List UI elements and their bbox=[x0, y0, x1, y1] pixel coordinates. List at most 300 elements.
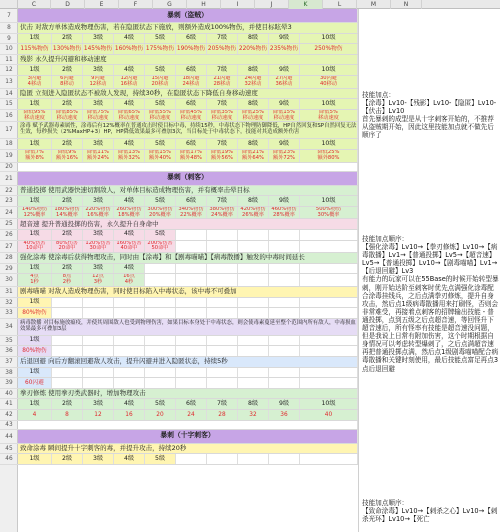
level-cell[interactable]: 5级 bbox=[145, 196, 176, 206]
level-cell[interactable]: 8级 bbox=[238, 196, 269, 206]
empty-cell[interactable] bbox=[52, 368, 83, 378]
value-cell[interactable]: 16 bbox=[114, 410, 145, 420]
value-cell[interactable]: 80%物伤 bbox=[18, 346, 52, 356]
level-cell[interactable]: 4级 bbox=[114, 230, 145, 240]
row-number[interactable]: 23 bbox=[0, 196, 18, 207]
value-cell[interactable]: 180%物伤 14%概率 bbox=[52, 207, 83, 219]
empty-cell[interactable] bbox=[300, 454, 358, 464]
value-cell[interactable]: 降低9% 额外16% bbox=[52, 150, 83, 162]
level-cell[interactable]: 3级 bbox=[83, 139, 114, 149]
level-cell[interactable]: 4级 bbox=[114, 34, 145, 44]
column-header-g[interactable]: G bbox=[153, 0, 187, 9]
skill-description[interactable]: 隐匿 立刻进入隐匿状态不被敌人发现，持续30秒，在隐匿状态下降低自身移动速度 bbox=[18, 89, 358, 99]
value-cell[interactable]: 500%物伤 30%概率 bbox=[300, 207, 358, 219]
row-number[interactable]: 46 bbox=[0, 454, 18, 465]
row-number[interactable]: 35 bbox=[0, 336, 18, 347]
value-cell[interactable]: 降低23% 额外72% bbox=[269, 150, 300, 162]
level-cell[interactable]: 1级 bbox=[18, 454, 52, 464]
level-cell[interactable]: 3级 bbox=[83, 65, 114, 75]
value-cell[interactable]: 32 bbox=[238, 410, 269, 420]
row-number[interactable]: 43 bbox=[0, 421, 18, 430]
empty-cell[interactable] bbox=[269, 368, 300, 378]
empty-cell[interactable] bbox=[52, 346, 83, 356]
level-cell[interactable]: 4级 bbox=[114, 139, 145, 149]
empty-cell[interactable] bbox=[238, 230, 269, 240]
value-cell[interactable]: 40%伤害 10命中 bbox=[18, 241, 52, 253]
value-cell[interactable]: 降低21% 额外64% bbox=[238, 150, 269, 162]
value-cell[interactable]: 340%物伤 22%概率 bbox=[176, 207, 207, 219]
row-number[interactable]: 37 bbox=[0, 357, 18, 368]
row-number[interactable]: 12 bbox=[0, 65, 18, 76]
empty-cell[interactable] bbox=[207, 336, 238, 346]
value-cell[interactable]: 28 bbox=[207, 410, 238, 420]
empty-cell[interactable] bbox=[114, 378, 145, 388]
value-cell[interactable]: 30闪避 40移动 bbox=[300, 76, 358, 88]
empty-cell[interactable] bbox=[18, 421, 358, 429]
level-cell[interactable]: 9级 bbox=[269, 99, 300, 109]
level-cell[interactable]: 4级 bbox=[114, 264, 145, 274]
empty-cell[interactable] bbox=[176, 264, 207, 274]
level-cell[interactable]: 8级 bbox=[238, 99, 269, 109]
level-cell[interactable]: 7级 bbox=[207, 139, 238, 149]
value-cell[interactable]: 80%伤害 20命中 bbox=[52, 241, 83, 253]
level-cell[interactable]: 3级 bbox=[83, 34, 114, 44]
level-cell[interactable]: 1级 bbox=[18, 264, 52, 274]
level-cell[interactable]: 1级 bbox=[18, 65, 52, 75]
value-cell[interactable]: 12点 3秒 bbox=[83, 274, 114, 286]
empty-cell[interactable] bbox=[269, 336, 300, 346]
empty-cell[interactable] bbox=[269, 346, 300, 356]
value-cell[interactable]: 8点 2秒 bbox=[52, 274, 83, 286]
empty-cell[interactable] bbox=[269, 454, 300, 464]
level-cell[interactable]: 9级 bbox=[269, 65, 300, 75]
value-cell[interactable]: 115%物伤 bbox=[18, 44, 52, 54]
value-cell[interactable]: 175%物伤 bbox=[145, 45, 175, 52]
column-header-m[interactable]: M bbox=[357, 0, 391, 9]
empty-cell[interactable] bbox=[176, 336, 207, 346]
value-cell[interactable]: 6闪避 8移动 bbox=[52, 76, 83, 88]
row-number[interactable]: 40 bbox=[0, 389, 18, 400]
empty-cell[interactable] bbox=[114, 308, 145, 318]
level-cell[interactable]: 8级 bbox=[238, 399, 269, 409]
column-header-h[interactable]: H bbox=[187, 0, 221, 9]
empty-cell[interactable] bbox=[238, 241, 269, 253]
value-cell[interactable]: 130%物伤 bbox=[52, 45, 82, 52]
empty-cell[interactable] bbox=[52, 298, 83, 308]
value-cell[interactable]: 12 bbox=[83, 410, 114, 420]
row-number[interactable]: 16 bbox=[0, 110, 18, 123]
row-number[interactable]: 30 bbox=[0, 274, 18, 287]
level-cell[interactable]: 10级 bbox=[300, 399, 358, 409]
row-number[interactable]: 8 bbox=[0, 23, 18, 34]
section-title[interactable]: 暴刺（刺客） bbox=[18, 172, 358, 185]
empty-cell[interactable] bbox=[300, 308, 358, 318]
empty-cell[interactable] bbox=[269, 264, 300, 274]
empty-cell[interactable] bbox=[52, 378, 83, 388]
value-cell[interactable]: 27闪避 36移动 bbox=[269, 76, 300, 88]
level-cell[interactable]: 2级 bbox=[52, 196, 83, 206]
empty-cell[interactable] bbox=[83, 378, 114, 388]
level-cell[interactable]: 1级 bbox=[18, 336, 52, 346]
level-cell[interactable]: 6级 bbox=[176, 399, 207, 409]
level-cell[interactable]: 2级 bbox=[52, 230, 83, 240]
row-number[interactable]: 29 bbox=[0, 264, 18, 275]
level-cell[interactable]: 6级 bbox=[176, 65, 207, 75]
value-cell[interactable]: 降低15% 移动速度 bbox=[269, 110, 300, 122]
value-cell[interactable]: 18闪避 24移动 bbox=[176, 76, 207, 88]
empty-cell[interactable] bbox=[176, 298, 207, 308]
empty-cell[interactable] bbox=[52, 308, 83, 318]
column-header-i[interactable]: I bbox=[221, 0, 255, 9]
section-title[interactable]: 暴刺（盗贼） bbox=[18, 9, 358, 22]
empty-cell[interactable] bbox=[238, 454, 269, 464]
note-cross[interactable]: 技能加点顺序： 【致命涂毒】Lv10→【刺杀之心】Lv10→【刺杀光环】Lv10→【死亡 bbox=[362, 499, 498, 524]
empty-cell[interactable] bbox=[207, 274, 238, 286]
skill-description[interactable]: 病毒散播 对目标施放瘟疫，并使其周围敌人也受到物理伤害，如果目标本身处于中毒状态，则会使毒素蔓延至整个范围内所有敌人，中毒损血效果最多可叠加3层 bbox=[18, 319, 358, 335]
value-cell[interactable]: 60闪避 bbox=[18, 378, 52, 388]
level-cell[interactable]: 8级 bbox=[238, 34, 269, 44]
value-cell[interactable]: 降低35% 移动速度 bbox=[207, 110, 238, 122]
empty-cell[interactable] bbox=[207, 368, 238, 378]
level-cell[interactable]: 2级 bbox=[52, 264, 83, 274]
empty-cell[interactable] bbox=[176, 378, 207, 388]
column-header-f[interactable]: F bbox=[119, 0, 153, 9]
value-cell[interactable]: 降低5% 移动速度 bbox=[300, 110, 358, 122]
row-number[interactable]: 11 bbox=[0, 55, 18, 66]
value-cell[interactable]: 20 bbox=[145, 410, 176, 420]
column-header-e[interactable]: E bbox=[85, 0, 119, 9]
empty-cell[interactable] bbox=[300, 336, 358, 346]
value-cell[interactable]: 300%物伤 20%概率 bbox=[145, 207, 176, 219]
note-rogue[interactable]: 技能加点： 【涂毒】Lv10-【残影】Lv10-【隐匿】Lv10-【伏击】Lv10 首先暴刺的成型是从十字刺客开始的，不推荐从盗贼期开始，因此这里技能加点就不做先后顺序了 bbox=[362, 91, 497, 140]
empty-cell[interactable] bbox=[145, 378, 176, 388]
empty-cell[interactable] bbox=[269, 378, 300, 388]
level-cell[interactable]: 3级 bbox=[83, 196, 114, 206]
empty-cell[interactable] bbox=[83, 298, 114, 308]
empty-cell[interactable] bbox=[176, 368, 207, 378]
level-cell[interactable]: 8级 bbox=[238, 139, 269, 149]
empty-cell[interactable] bbox=[176, 230, 207, 240]
level-cell[interactable]: 7级 bbox=[207, 196, 238, 206]
level-cell[interactable]: 3级 bbox=[83, 99, 114, 109]
level-cell[interactable]: 1级 bbox=[18, 368, 52, 378]
row-number[interactable]: 17 bbox=[0, 122, 18, 139]
value-cell[interactable]: 降低55% 移动速度 bbox=[145, 110, 176, 122]
empty-cell[interactable] bbox=[83, 368, 114, 378]
empty-cell[interactable] bbox=[207, 241, 238, 253]
value-cell[interactable]: 36 bbox=[269, 410, 300, 420]
empty-cell[interactable] bbox=[145, 274, 176, 286]
level-cell[interactable]: 2级 bbox=[52, 399, 83, 409]
value-cell[interactable]: 140%物伤 12%概率 bbox=[18, 207, 52, 219]
empty-cell[interactable] bbox=[145, 264, 176, 274]
level-cell[interactable]: 9级 bbox=[269, 139, 300, 149]
value-cell[interactable]: 降低75% 移动速度 bbox=[83, 110, 114, 122]
level-cell[interactable]: 1级 bbox=[18, 196, 52, 206]
empty-cell[interactable] bbox=[207, 308, 238, 318]
empty-cell[interactable] bbox=[300, 274, 358, 286]
row-number[interactable]: 34 bbox=[0, 319, 18, 336]
empty-cell[interactable] bbox=[207, 230, 238, 240]
skill-description[interactable]: 超音速 提升普通投掷的伤害，永久提升自身命中 bbox=[18, 219, 358, 229]
value-cell[interactable]: 460%物伤 28%概率 bbox=[269, 207, 300, 219]
section-title[interactable]: 暴刺（十字刺客） bbox=[18, 430, 358, 443]
row-number[interactable]: 7 bbox=[0, 9, 18, 23]
column-header-k[interactable]: K bbox=[289, 0, 323, 9]
value-cell[interactable]: 24 bbox=[176, 410, 207, 420]
empty-cell[interactable] bbox=[145, 298, 176, 308]
level-cell[interactable]: 9级 bbox=[269, 196, 300, 206]
value-cell[interactable]: 12闪避 16移动 bbox=[114, 76, 145, 88]
row-number[interactable]: 10 bbox=[0, 44, 18, 55]
empty-cell[interactable] bbox=[238, 264, 269, 274]
empty-cell[interactable] bbox=[300, 368, 358, 378]
level-cell[interactable]: 4级 bbox=[114, 65, 145, 75]
empty-cell[interactable] bbox=[300, 378, 358, 388]
row-number[interactable]: 33 bbox=[0, 308, 18, 319]
value-cell[interactable]: 降低25% 额外80% bbox=[300, 150, 358, 162]
column-header-c[interactable]: C bbox=[18, 0, 51, 9]
level-cell[interactable]: 1级 bbox=[18, 399, 52, 409]
empty-cell[interactable] bbox=[114, 368, 145, 378]
value-cell[interactable]: 190%物伤 bbox=[176, 45, 206, 52]
row-number[interactable]: 44 bbox=[0, 430, 18, 444]
level-cell[interactable]: 1级 bbox=[18, 99, 52, 109]
value-cell[interactable]: 145%物伤 bbox=[83, 45, 113, 52]
value-cell[interactable]: 4 bbox=[18, 410, 52, 420]
level-cell[interactable]: 5级 bbox=[145, 399, 176, 409]
value-cell[interactable]: 235%物伤 bbox=[269, 45, 299, 52]
value-cell[interactable]: 250%物伤 bbox=[300, 44, 358, 54]
empty-cell[interactable] bbox=[238, 368, 269, 378]
level-cell[interactable]: 1级 bbox=[18, 34, 52, 44]
value-cell[interactable]: 8 bbox=[52, 410, 83, 420]
value-cell[interactable]: 21闪避 28移动 bbox=[207, 76, 238, 88]
empty-cell[interactable] bbox=[238, 274, 269, 286]
value-cell[interactable]: 380%物伤 24%概率 bbox=[207, 207, 238, 219]
value-cell[interactable]: 降低65% 移动速度 bbox=[114, 110, 145, 122]
value-cell[interactable]: 降低85% 移动速度 bbox=[52, 110, 83, 122]
value-cell[interactable]: 降低11% 额外24% bbox=[83, 150, 114, 162]
level-cell[interactable]: 10级 bbox=[300, 196, 358, 206]
row-number[interactable]: 41 bbox=[0, 399, 18, 410]
row-number[interactable]: 21 bbox=[0, 172, 18, 186]
value-cell[interactable]: 降低25% 移动速度 bbox=[238, 110, 269, 122]
level-cell[interactable]: 2级 bbox=[52, 99, 83, 109]
level-cell[interactable]: 7级 bbox=[207, 34, 238, 44]
empty-cell[interactable] bbox=[238, 308, 269, 318]
level-cell[interactable]: 3级 bbox=[83, 454, 114, 464]
empty-cell[interactable] bbox=[300, 230, 358, 240]
empty-cell[interactable] bbox=[300, 241, 358, 253]
empty-cell[interactable] bbox=[269, 274, 300, 286]
level-cell[interactable]: 3级 bbox=[83, 230, 114, 240]
value-cell[interactable]: 160%物伤 bbox=[114, 45, 144, 52]
value-cell[interactable]: 420%物伤 26%概率 bbox=[238, 207, 269, 219]
value-cell[interactable]: 降低45% 移动速度 bbox=[176, 110, 207, 122]
level-cell[interactable]: 7级 bbox=[207, 65, 238, 75]
row-number[interactable]: 42 bbox=[0, 410, 18, 421]
skill-description[interactable]: 强化涂毒 使涂毒后获得物理攻击，同时由【涂毒】和【剧毒喵喵】【病毒散播】触发的中毒时间延长 bbox=[18, 253, 358, 263]
empty-cell[interactable] bbox=[207, 454, 238, 464]
empty-cell[interactable] bbox=[114, 336, 145, 346]
value-cell[interactable]: 205%物伤 bbox=[207, 45, 237, 52]
row-number[interactable]: 18 bbox=[0, 139, 18, 150]
level-cell[interactable]: 3级 bbox=[83, 399, 114, 409]
empty-cell[interactable] bbox=[83, 308, 114, 318]
row-number[interactable]: 26 bbox=[0, 230, 18, 241]
value-cell[interactable]: 200%伤害 50命中 bbox=[145, 241, 176, 253]
row-number[interactable]: 27 bbox=[0, 241, 18, 254]
level-cell[interactable]: 9级 bbox=[269, 399, 300, 409]
empty-cell[interactable] bbox=[269, 298, 300, 308]
row-number[interactable]: 28 bbox=[0, 253, 18, 264]
column-header-l[interactable]: L bbox=[323, 0, 357, 9]
level-cell[interactable]: 10级 bbox=[300, 34, 358, 44]
level-cell[interactable]: 8级 bbox=[238, 65, 269, 75]
value-cell[interactable]: 降低17% 额外48% bbox=[176, 150, 207, 162]
value-cell[interactable]: 4点 1秒 bbox=[18, 274, 52, 286]
level-cell[interactable]: 3级 bbox=[83, 264, 114, 274]
level-cell[interactable]: 7级 bbox=[207, 399, 238, 409]
level-cell[interactable]: 6级 bbox=[176, 34, 207, 44]
empty-cell[interactable] bbox=[52, 336, 83, 346]
row-number[interactable]: 24 bbox=[0, 207, 18, 220]
value-cell[interactable]: 120%伤害 30命中 bbox=[83, 241, 114, 253]
skill-description[interactable]: 拳刃修炼 使用拳刃类武器时，增加物理攻击 bbox=[18, 389, 358, 399]
row-number[interactable]: 25 bbox=[0, 219, 18, 230]
value-cell[interactable]: 40 bbox=[300, 410, 358, 420]
row-number[interactable]: 32 bbox=[0, 298, 18, 309]
skill-description[interactable]: 普通投掷 使用武器快速切割敌人，对单体目标造成物理伤害，并有概率击晕目标 bbox=[18, 186, 358, 196]
level-cell[interactable]: 5级 bbox=[145, 230, 176, 240]
empty-cell[interactable] bbox=[145, 346, 176, 356]
empty-cell[interactable] bbox=[114, 346, 145, 356]
empty-cell[interactable] bbox=[207, 378, 238, 388]
column-header-n[interactable]: N bbox=[391, 0, 422, 9]
value-cell[interactable]: 15闪避 20移动 bbox=[145, 76, 176, 88]
value-cell[interactable]: 3闪避 4移动 bbox=[18, 76, 52, 88]
empty-cell[interactable] bbox=[300, 346, 358, 356]
value-cell[interactable]: 降低95% 移动速度 bbox=[18, 110, 52, 122]
level-cell[interactable]: 4级 bbox=[114, 399, 145, 409]
skill-description[interactable]: 伏击 对敌方单体造成物理伤害，若在隐匿状态下施放，则额外造成100%物伤，并使目标眩晕3 bbox=[18, 23, 358, 33]
column-header-d[interactable]: D bbox=[51, 0, 85, 9]
level-cell[interactable]: 5级 bbox=[145, 99, 176, 109]
empty-cell[interactable] bbox=[300, 264, 358, 274]
empty-cell[interactable] bbox=[83, 346, 114, 356]
level-cell[interactable]: 10级 bbox=[300, 65, 358, 75]
row-number[interactable]: 13 bbox=[0, 76, 18, 89]
skill-description[interactable]: 致命涂毒 瞬间提升十字刺客的毒，并提升攻击，持续20秒 bbox=[18, 444, 358, 454]
value-cell[interactable]: 降低15% 额外40% bbox=[145, 150, 176, 162]
row-number[interactable]: 22 bbox=[0, 186, 18, 197]
level-cell[interactable]: 4级 bbox=[114, 99, 145, 109]
empty-cell[interactable] bbox=[145, 368, 176, 378]
level-cell[interactable]: 1级 bbox=[18, 139, 52, 149]
level-cell[interactable]: 5级 bbox=[145, 139, 176, 149]
level-cell[interactable]: 6级 bbox=[176, 99, 207, 109]
select-all-corner[interactable] bbox=[0, 0, 18, 9]
level-cell[interactable]: 2级 bbox=[52, 454, 83, 464]
skill-description[interactable]: 涂毒 赋予武器毒素属性，涂毒后有12%概率在普通攻击时使目标中毒，持续15秒，中毒状态下物理防御降低，HP自然回复和SP自然回复无法生效，每秒损失（2%MaxHP+3）HP，HP降低效果最多可叠加3次，当目标处于中毒状态下，技能对其造成额外伤害 bbox=[18, 122, 358, 138]
value-cell[interactable]: 降低7% 额外8% bbox=[18, 150, 52, 162]
value-cell[interactable]: 24闪避 32移动 bbox=[238, 76, 269, 88]
row-number[interactable]: 36 bbox=[0, 346, 18, 357]
level-cell[interactable]: 6级 bbox=[176, 139, 207, 149]
row-number[interactable]: 39 bbox=[0, 378, 18, 389]
level-cell[interactable]: 2级 bbox=[52, 65, 83, 75]
row-number[interactable]: 19 bbox=[0, 150, 18, 163]
note-assassin[interactable]: 技能加点顺序： 【强化涂毒】Lv10→【拳刃修炼】Lv10→【病毒散播】Lv1→【普通投掷】Lv5→【超音速】Lv5→【普通投掷】Lv10→【剧毒喵喵】Lv1→【后退回避】Lv3 有能力的玩家可以在55Base的时候开始转型暴刺，刚开始达阶至刺客时优先点满强化涂毒配合涂毒挂线兵，之后点满拳刃修炼，提升自身攻击，然后点1级病毒散播用来打刷怪，否则会非常难受，再接着点刺客的招牌输出技能 - 普通投掷，点到五级之后点超音速，等回怪升下超音速后，所有怪率有技能是超音速没问题，但是我说上日常有附加伤害，这个时期根据自身情况可以考虑转型爆刺了，之后点满超音速再把普通投掷点满，然后点1级剧毒喵喵配合病毒散播和关键时刻使用，最后技能点富足再点3点后退回避 bbox=[362, 235, 499, 373]
level-cell[interactable]: 2级 bbox=[52, 34, 83, 44]
empty-cell[interactable] bbox=[114, 298, 145, 308]
value-cell[interactable]: 160%伤害 40命中 bbox=[114, 241, 145, 253]
level-cell[interactable]: 1级 bbox=[18, 298, 52, 308]
column-header-j[interactable]: J bbox=[255, 0, 289, 9]
value-cell[interactable]: 220%物伤 16%概率 bbox=[83, 207, 114, 219]
value-cell[interactable]: 降低13% 额外32% bbox=[114, 150, 145, 162]
level-cell[interactable]: 10级 bbox=[300, 99, 358, 109]
row-number[interactable]: 9 bbox=[0, 34, 18, 45]
level-cell[interactable]: 6级 bbox=[176, 196, 207, 206]
empty-cell[interactable] bbox=[207, 298, 238, 308]
row-number[interactable]: 45 bbox=[0, 444, 18, 455]
empty-cell[interactable] bbox=[238, 378, 269, 388]
empty-cell[interactable] bbox=[238, 298, 269, 308]
value-cell[interactable]: 260%物伤 18%概率 bbox=[114, 207, 145, 219]
row-number[interactable]: 20 bbox=[0, 163, 18, 172]
level-cell[interactable]: 1级 bbox=[18, 230, 52, 240]
level-cell[interactable]: 4级 bbox=[114, 454, 145, 464]
empty-cell[interactable] bbox=[176, 241, 207, 253]
empty-cell[interactable] bbox=[269, 230, 300, 240]
level-cell[interactable]: 9级 bbox=[269, 34, 300, 44]
row-number[interactable]: 31 bbox=[0, 287, 18, 298]
level-cell[interactable]: 10级 bbox=[300, 139, 358, 149]
empty-cell[interactable] bbox=[145, 308, 176, 318]
empty-cell[interactable] bbox=[83, 336, 114, 346]
row-number[interactable]: 15 bbox=[0, 99, 18, 110]
empty-cell[interactable] bbox=[269, 308, 300, 318]
value-cell[interactable]: 16点 4秒 bbox=[114, 274, 145, 286]
empty-cell[interactable] bbox=[145, 336, 176, 346]
skill-description[interactable]: 后退回避 向后方翻滚回避敌人攻击，提升闪避并进入隐匿状态，持续5秒 bbox=[18, 357, 358, 367]
level-cell[interactable]: 5级 bbox=[145, 454, 176, 464]
row-number[interactable]: 14 bbox=[0, 89, 18, 100]
empty-cell[interactable] bbox=[300, 298, 358, 308]
level-cell[interactable]: 7级 bbox=[207, 99, 238, 109]
empty-cell[interactable] bbox=[18, 163, 358, 171]
empty-cell[interactable] bbox=[238, 336, 269, 346]
level-cell[interactable]: 5级 bbox=[145, 65, 176, 75]
value-cell[interactable]: 80%物伤 bbox=[18, 308, 52, 318]
value-cell[interactable]: 降低19% 额外56% bbox=[207, 150, 238, 162]
empty-cell[interactable] bbox=[269, 241, 300, 253]
level-cell[interactable]: 2级 bbox=[52, 139, 83, 149]
empty-cell[interactable] bbox=[207, 346, 238, 356]
value-cell[interactable]: 9闪避 12移动 bbox=[83, 76, 114, 88]
empty-cell[interactable] bbox=[176, 308, 207, 318]
empty-cell[interactable] bbox=[176, 274, 207, 286]
empty-cell[interactable] bbox=[238, 346, 269, 356]
skill-description[interactable]: 残影 永久提升闪避和移动速度 bbox=[18, 55, 358, 65]
value-cell[interactable]: 220%物伤 bbox=[238, 45, 268, 52]
empty-cell[interactable] bbox=[176, 346, 207, 356]
empty-cell[interactable] bbox=[176, 454, 207, 464]
level-cell[interactable]: 4级 bbox=[114, 196, 145, 206]
level-cell[interactable]: 5级 bbox=[145, 34, 176, 44]
